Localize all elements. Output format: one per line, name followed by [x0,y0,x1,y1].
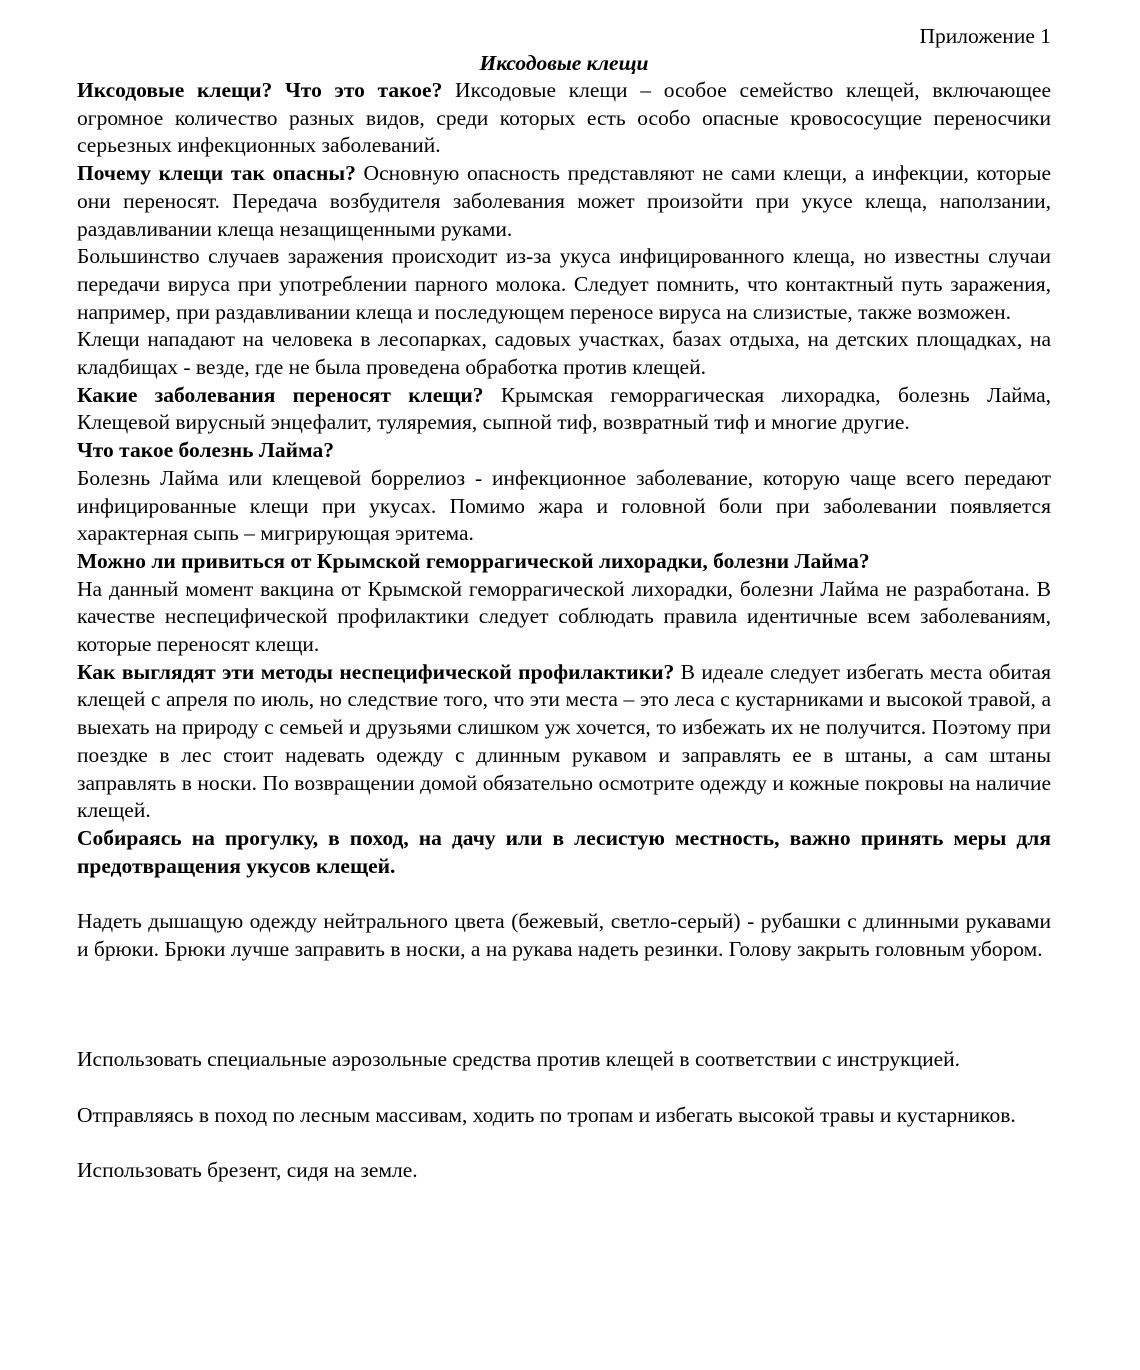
question-heading: Какие заболевания переносят клещи? [77,382,484,407]
question-heading: Что такое болезнь Лайма? [77,438,334,463]
question-heading: Как выглядят эти методы неспецифической профилактики? [77,659,675,684]
answer-text: Основную опасность представляют не сами клещи, а инфекции, которые они переносят. Передача возбудителя заболевания может произойти при укусе клеща, наползании, раздавливании клеща незащищенными руками. [77,161,1051,241]
tip-tarp: Использовать брезент, сидя на земле. [77,1158,418,1183]
paragraph-infection-cases: Большинство случаев заражения происходит из-за укуса инфицированного клеща, но известны случаи передачи вируса при употреблении парного молока. Следует помнить, что контактный путь заражения, например, при раздавливании клеща и последующем переносе вируса на слизистые, также возможен. [77,244,1051,324]
tip-aerosol: Использовать специальные аэрозольные средства против клещей в соответствии с инструкцией. [77,1047,961,1072]
question-heading: Можно ли привиться от Крымской геморрагической лихорадки, болезни Лайма? [77,548,870,573]
section-vaccine-heading [77,548,1051,576]
tip-clothing: Надеть дышащую одежду нейтрального цвета (бежевый, светло-серый) - рубашки с длинными рукавами и брюки. Брюки лучше заправить в носки, а на рукава надеть резинки. Голову закрыть головным убором. [77,909,1051,961]
answer-text: Крымская геморрагическая лихорадка, болезнь Лайма, Клещевой вирусный энцефалит, туляремия, сыпной тиф, возвратный тиф и многие другие. [77,382,1051,435]
spacer [77,1074,1051,1102]
paragraph-vaccine: На данный момент вакцина от Крымской геморрагической лихорадки, болезни Лайма не разработана. В качестве неспецифической профилактики следует соблюдать правила идентичные всем заболеваниям, которые переносят клещи. [77,576,1051,657]
paragraph-attack-places: Клещи нападают на человека в лесопарках, садовых участках, базах отдыха, на детских площадках, на кладбищах - везде, где не была проведена обработка против клещей. [77,327,1051,380]
question-heading: Собираясь на прогулку, в поход, на дачу или в лесистую местность, важно принять меры для предотвращения укусов клещей. [77,825,1051,878]
question-heading: Почему клещи так опасны? [77,161,356,186]
section-what-are-ticks [77,77,1051,160]
tip-trails: Отправляясь в поход по лесным массивам, ходить по тропам и избегать высокой травы и кустарников. [77,1102,1016,1127]
appendix-label: Приложение 1 [919,24,1051,48]
document-title: Иксодовые клещи [479,51,649,75]
section-diseases [77,382,1051,437]
spacer [77,963,1051,1046]
answer-text: В идеале следует избегать места обитая клещей с апреля по июль, но следствие того, что эти места – это леса с кустарниками и высокой травой, а выехать на природу с семьей и друзьями слишком уж хочется, то избежать их не получится. Поэтому при поездке в лес стоит надевать одежду с длинным рукавом и заправлять ее в штаны, а сам штаны заправлять в носки. По возвращении домой обязательно осмотрите одежду и кожные покровы на наличие клещей. [77,659,1051,823]
section-precautions-heading [77,825,1051,880]
document-page [77,22,1051,1185]
paragraph-lyme: Болезнь Лайма или клещевой боррелиоз - инфекционное заболевание, которую чаще всего передают инфицированные клещи при укусах. Помимо жара и головной боли при заболевании появляется характерная сыпь – мигрирующая эритема. [77,465,1051,546]
section-why-dangerous [77,160,1051,243]
spacer [77,1130,1051,1158]
question-heading: Иксодовые клещи? Что это такое? [77,78,443,102]
spacer [77,880,1051,908]
section-lyme-heading [77,437,1051,465]
section-prevention-methods [77,659,1051,825]
answer-text: Иксодовые клещи – особое семейство клещей, включающее огромное количество разных видов, среди которых есть особо опасные кровососущие переносчики серьезных инфекционных заболеваний. [77,78,1051,158]
